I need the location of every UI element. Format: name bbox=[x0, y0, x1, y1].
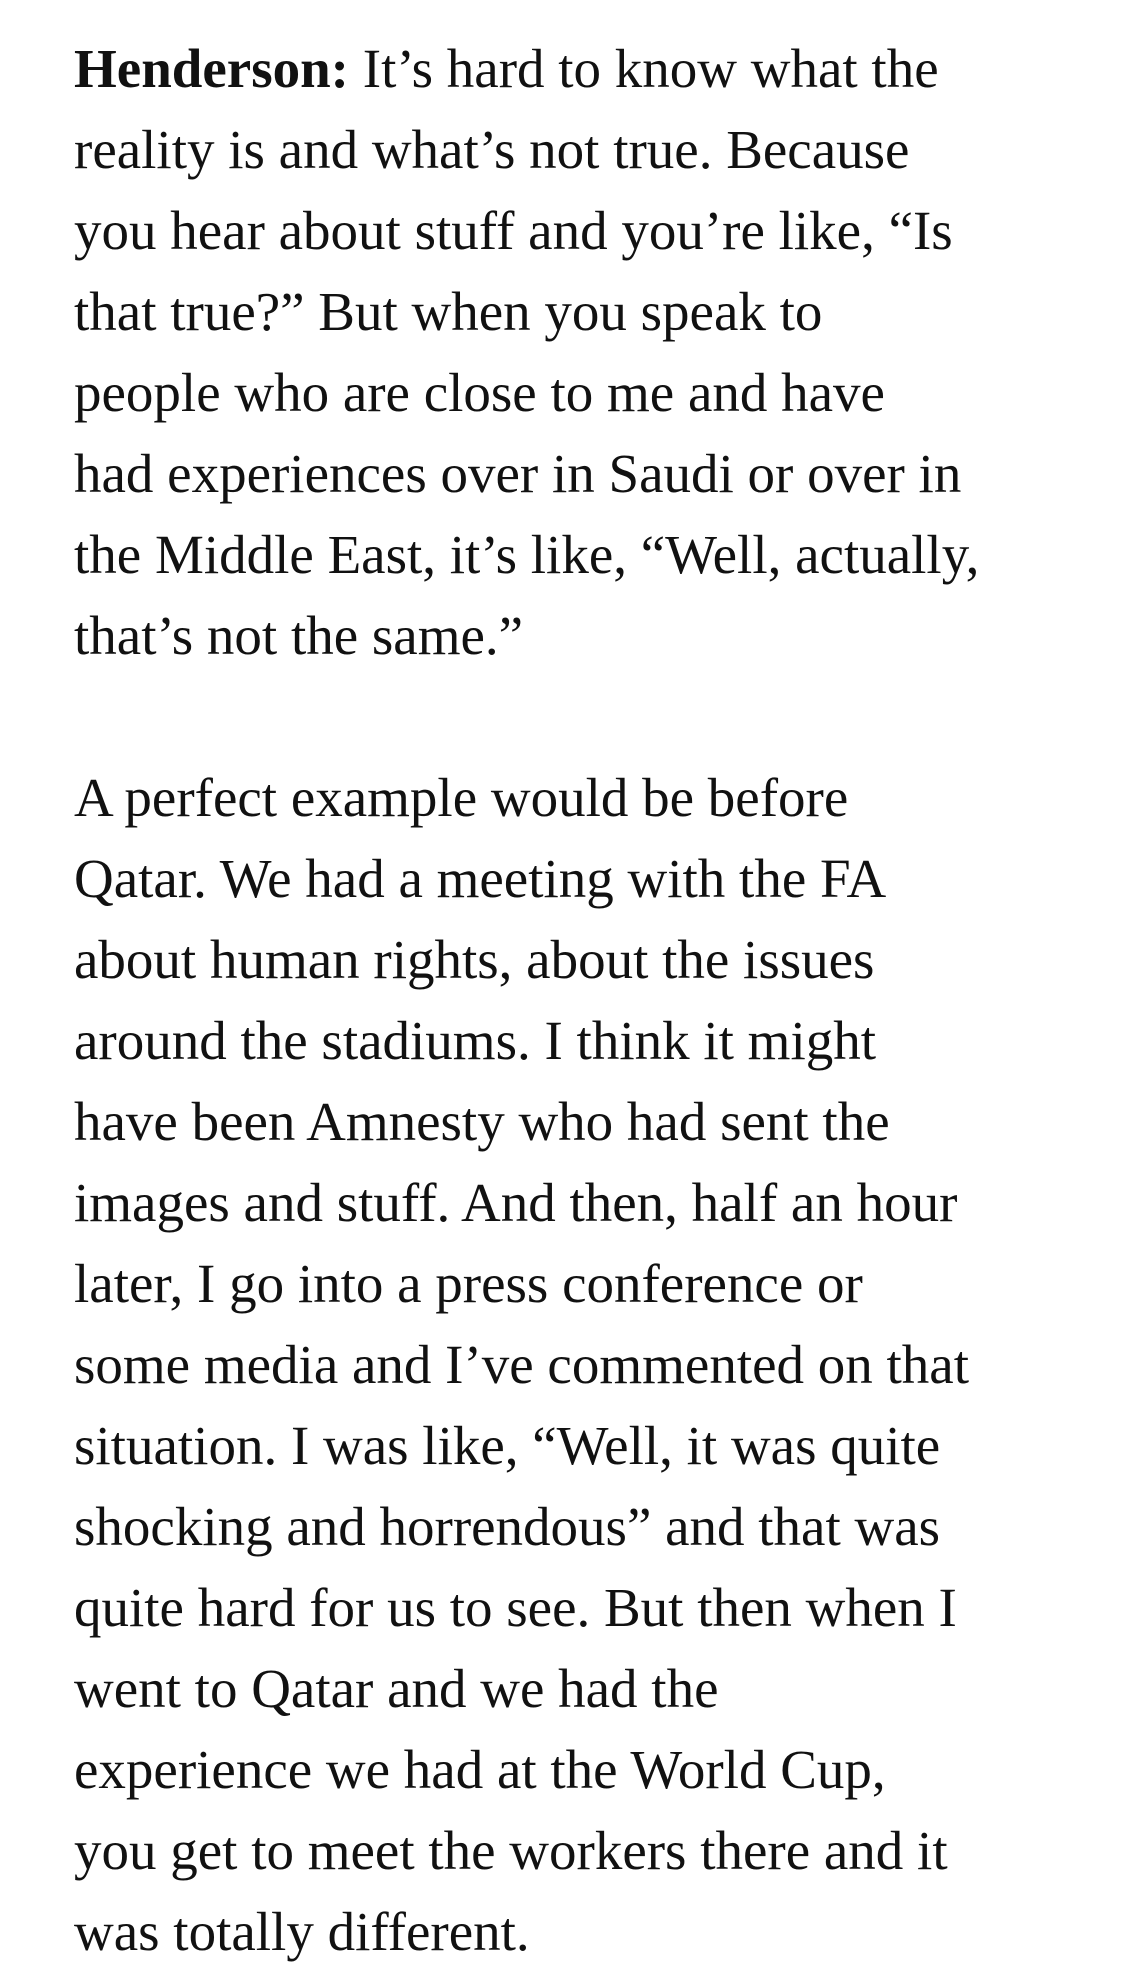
text-line: that true?” But when you speak to bbox=[74, 281, 823, 342]
text-line: went to Qatar and we had the bbox=[74, 1658, 719, 1719]
text-line: have been Amnesty who had sent the bbox=[74, 1091, 890, 1152]
paragraph-spacer bbox=[74, 676, 1084, 757]
paragraph-henderson-quote bbox=[74, 28, 1084, 676]
text-line: A perfect example would be before bbox=[74, 767, 849, 828]
paragraph-qatar-example bbox=[74, 757, 1084, 1972]
text-line: around the stadiums. I think it might bbox=[74, 1010, 877, 1071]
text-line: that’s not the same.” bbox=[74, 605, 524, 666]
text-line: had experiences over in Saudi or over in bbox=[74, 443, 962, 504]
text-line: shocking and horrendous” and that was bbox=[74, 1496, 941, 1557]
text-line: people who are close to me and have bbox=[74, 362, 885, 423]
text-line: you hear about stuff and you’re like, “Is bbox=[74, 200, 953, 261]
text-line: images and stuff. And then, half an hour bbox=[74, 1172, 958, 1233]
text-line: the Middle East, it’s like, “Well, actually, bbox=[74, 524, 980, 585]
text-line: Qatar. We had a meeting with the FA bbox=[74, 848, 887, 909]
speaker-name: Henderson: bbox=[74, 38, 349, 99]
text-line: about human rights, about the issues bbox=[74, 929, 875, 990]
text-line-rest: It’s hard to know what the bbox=[349, 38, 939, 99]
text-line bbox=[74, 28, 1084, 109]
article-body bbox=[74, 28, 1084, 1972]
text-line: later, I go into a press conference or bbox=[74, 1253, 863, 1314]
text-line: was totally different. bbox=[74, 1901, 530, 1962]
text-line: experience we had at the World Cup, bbox=[74, 1739, 886, 1800]
text-line: you get to meet the workers there and it bbox=[74, 1820, 948, 1881]
text-line: quite hard for us to see. But then when I bbox=[74, 1577, 957, 1638]
text-line: some media and I’ve commented on that bbox=[74, 1334, 969, 1395]
text-line: reality is and what’s not true. Because bbox=[74, 119, 910, 180]
text-line: situation. I was like, “Well, it was quite bbox=[74, 1415, 941, 1476]
